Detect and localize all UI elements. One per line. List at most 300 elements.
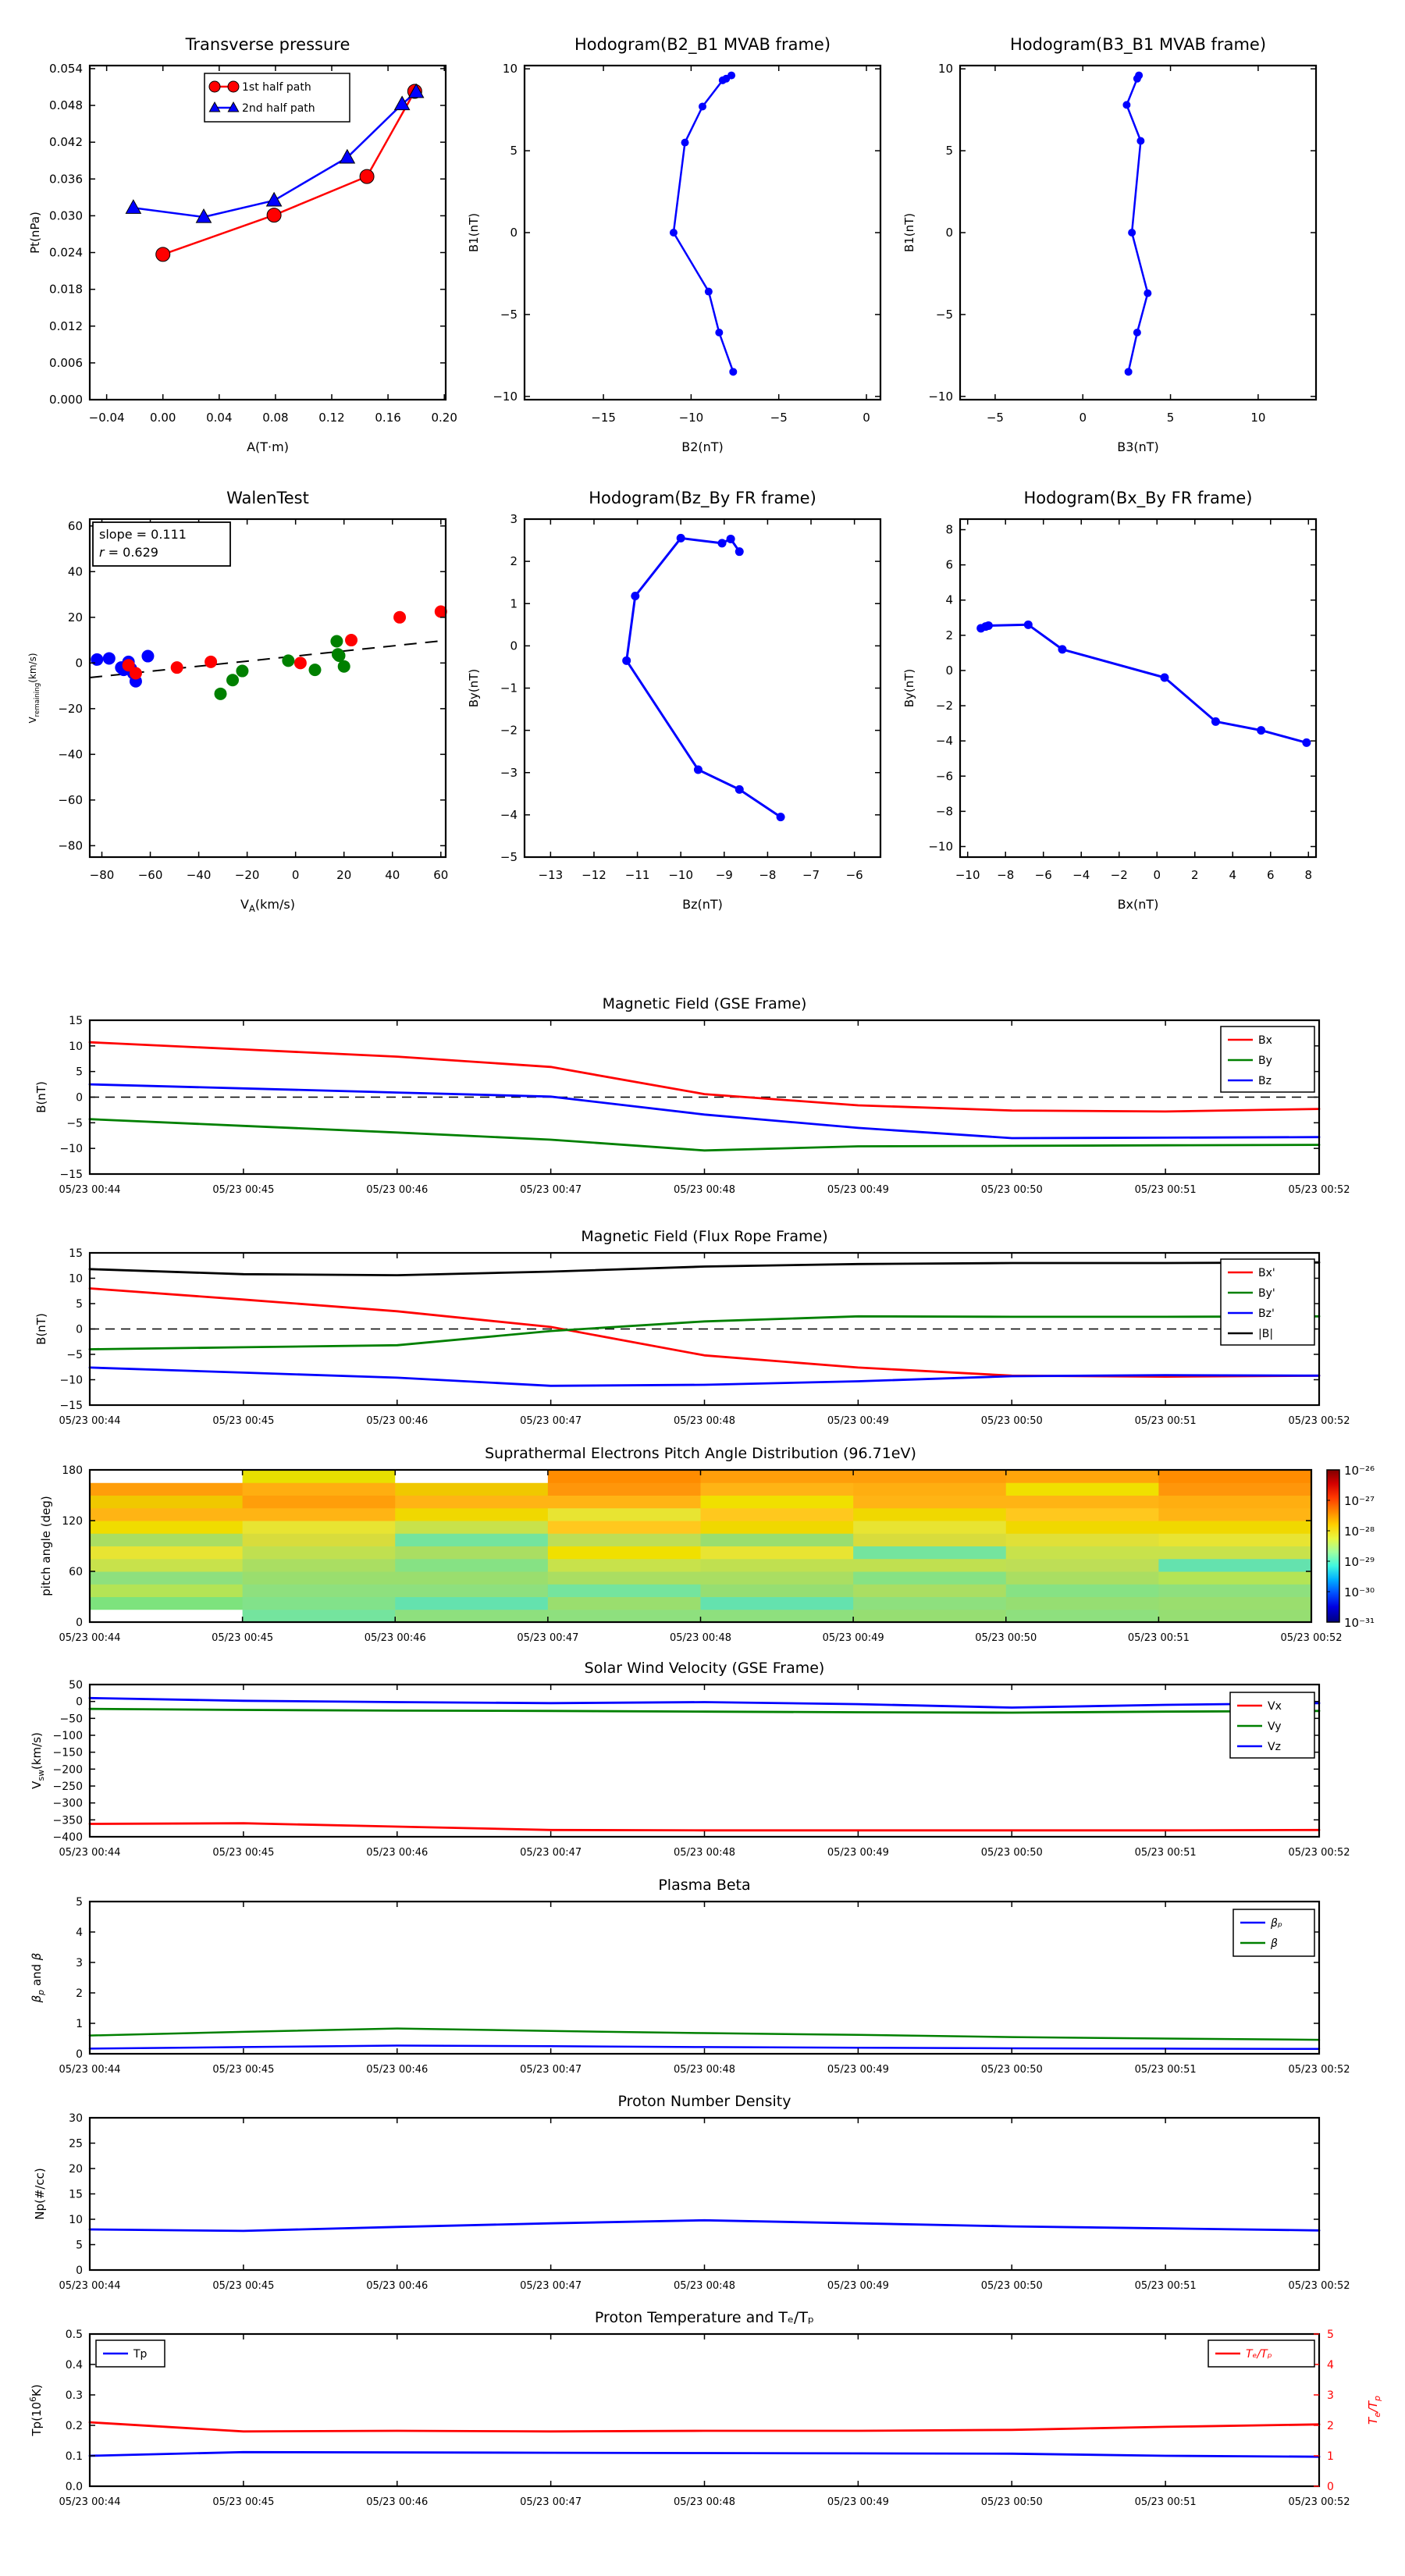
heatmap-cell <box>243 1571 396 1585</box>
x-tick-label: 05/23 00:50 <box>980 2280 1043 2292</box>
y-tick-label: 0 <box>76 1323 83 1336</box>
axes-frame <box>960 519 1316 857</box>
heatmap-cell <box>701 1508 854 1521</box>
y-tick-label: −10 <box>59 1143 83 1156</box>
dot-marker <box>330 635 343 648</box>
x-tick-label: −6 <box>845 868 863 882</box>
axes-frame <box>960 66 1316 400</box>
y-tick-label: −8 <box>935 804 953 819</box>
y-tick-label: −20 <box>58 701 83 716</box>
y-tick-label: 8 <box>945 522 953 537</box>
x-tick-label: −6 <box>1034 868 1052 882</box>
series--b--line <box>90 1262 1319 1275</box>
x-tick-label: 05/23 00:49 <box>827 2280 889 2292</box>
y-tick-label: 50 <box>69 1679 83 1692</box>
x-tick-label: 0 <box>291 868 300 882</box>
y-tick-label: −250 <box>52 1781 83 1793</box>
heatmap-cell <box>853 1496 1006 1509</box>
dot-marker <box>282 654 294 667</box>
series-tp-line <box>90 2452 1319 2457</box>
dot-marker <box>1058 645 1066 653</box>
y-tick-label: 25 <box>69 2137 83 2151</box>
heatmap-cell <box>90 1584 243 1597</box>
heatmap-cell <box>1006 1496 1159 1509</box>
heatmap-cell <box>243 1521 396 1534</box>
axes-frame <box>90 1685 1319 1837</box>
x-tick-label: 0.12 <box>318 411 345 425</box>
right-y-tick-label: 3 <box>1327 2389 1334 2402</box>
circle-marker <box>360 169 374 183</box>
dot-marker <box>1136 137 1144 145</box>
y-tick-label: 2 <box>76 1987 83 2000</box>
panel-title: Magnetic Field (Flux Rope Frame) <box>581 1228 828 1245</box>
heatmap-cell <box>1158 1521 1311 1534</box>
x-tick-label: −12 <box>582 868 606 882</box>
x-tick-label: 05/23 00:50 <box>980 1184 1043 1196</box>
x-axis-label: B3(nT) <box>1117 439 1159 454</box>
heatmap-cell <box>701 1546 854 1560</box>
y-tick-label: 0.018 <box>49 282 83 297</box>
heatmap-cell <box>1158 1571 1311 1585</box>
heatmap-cell <box>701 1470 854 1483</box>
colorbar-label: 10⁻³⁰ <box>1344 1585 1375 1599</box>
heatmap-cell <box>1158 1584 1311 1597</box>
x-tick-label: 05/23 00:52 <box>1288 1847 1350 1859</box>
heatmap-cell <box>395 1533 548 1546</box>
x-tick-label: 05/23 00:45 <box>212 1847 275 1859</box>
x-tick-label: 05/23 00:45 <box>212 2280 275 2292</box>
y-tick-label: 0.030 <box>49 208 83 223</box>
heatmap-cell <box>90 1521 243 1534</box>
panel-hodogram-b3b1 <box>902 35 1316 454</box>
y-tick-label: 5 <box>76 1066 83 1079</box>
dot-marker <box>393 611 406 624</box>
heatmap-cell <box>395 1610 548 1623</box>
y-tick-label: −3 <box>500 765 518 780</box>
y-tick-label: 0 <box>76 2265 83 2277</box>
x-tick-label: −15 <box>591 411 616 425</box>
heatmap-cell <box>1006 1559 1159 1572</box>
x-tick-label: 05/23 00:50 <box>980 2496 1043 2508</box>
heatmap-cell <box>701 1597 854 1610</box>
heatmap-cell <box>701 1521 854 1534</box>
x-tick-label: 05/23 00:52 <box>1288 1184 1350 1196</box>
legend-label: Bz' <box>1258 1308 1275 1320</box>
heatmap-cell <box>90 1559 243 1572</box>
dot-marker <box>91 653 103 666</box>
x-tick-label: 0.00 <box>150 411 176 425</box>
x-tick-label: 0.04 <box>206 411 233 425</box>
heatmap-cell <box>1006 1571 1159 1585</box>
y-tick-label: −80 <box>58 838 83 853</box>
y-axis-label: B(nT) <box>34 1313 48 1345</box>
y-axis-label: B(nT) <box>34 1081 48 1113</box>
x-tick-label: 05/23 00:44 <box>59 1184 121 1196</box>
x-tick-label: −0.04 <box>88 411 125 425</box>
y-tick-label: −350 <box>52 1814 83 1827</box>
heatmap-cell <box>1006 1546 1159 1560</box>
y-tick-label: 120 <box>62 1515 83 1528</box>
x-tick-label: 0.08 <box>262 411 289 425</box>
y-tick-label: −15 <box>59 1400 83 1412</box>
x-tick-label: 05/23 00:44 <box>59 2064 121 2076</box>
heatmap-cell <box>548 1546 701 1560</box>
x-tick-label: 05/23 00:51 <box>1134 2496 1197 2508</box>
y-tick-label: 3 <box>510 512 518 526</box>
x-tick-label: 05/23 00:47 <box>520 1415 582 1427</box>
heatmap-cell <box>395 1496 548 1509</box>
circle-marker <box>209 81 220 92</box>
y-tick-label: 60 <box>67 518 83 533</box>
y-tick-label: 15 <box>69 1247 83 1260</box>
x-tick-label: −13 <box>538 868 564 882</box>
panel-mag-fr <box>34 1228 1350 1427</box>
y-tick-label: 0 <box>76 2048 83 2061</box>
heatmap-cell <box>90 1496 243 1509</box>
x-tick-label: 8 <box>1304 868 1313 882</box>
x-tick-label: 05/23 00:47 <box>520 2280 582 2292</box>
y-tick-label: 1 <box>76 2018 83 2030</box>
x-tick-label: 05/23 00:48 <box>673 1415 736 1427</box>
triangle-marker <box>267 193 282 206</box>
heatmap-cell <box>853 1521 1006 1534</box>
panel-title: Proton Temperature and Tₑ/Tₚ <box>594 2309 815 2326</box>
panel-title: Hodogram(Bz_By FR frame) <box>589 489 816 507</box>
dot-marker <box>215 688 227 700</box>
x-tick-label: 05/23 00:45 <box>212 1184 275 1196</box>
series-beta-line <box>90 2029 1319 2041</box>
heatmap-cell <box>1006 1508 1159 1521</box>
heatmap-cell <box>243 1610 396 1623</box>
series-bz-by-line <box>627 538 781 817</box>
dot-marker <box>1125 368 1133 375</box>
heatmap-cell <box>853 1597 1006 1610</box>
x-tick-label: 05/23 00:46 <box>366 1184 429 1196</box>
heatmap-cell <box>90 1533 243 1546</box>
x-tick-label: 05/23 00:47 <box>520 1847 582 1859</box>
dot-marker <box>1122 101 1130 109</box>
x-tick-label: 05/23 00:47 <box>520 2496 582 2508</box>
legend-label: 1st half path <box>242 81 311 94</box>
circle-marker <box>267 208 281 222</box>
x-tick-label: 05/23 00:44 <box>59 1847 121 1859</box>
heatmap-cell <box>90 1610 243 1623</box>
y-tick-label: −4 <box>500 807 518 822</box>
y-tick-label: 10 <box>69 1272 83 1286</box>
heatmap-cell <box>1006 1482 1159 1496</box>
y-tick-label: 0.000 <box>49 393 83 407</box>
x-tick-label: 05/23 00:48 <box>673 2280 736 2292</box>
dot-marker <box>1302 738 1311 747</box>
x-tick-label: −2 <box>1110 868 1128 882</box>
axes-frame <box>525 519 880 857</box>
heatmap-cell <box>1006 1610 1159 1623</box>
y-tick-label: −10 <box>928 839 953 854</box>
y-axis-label: $V_{remaining}(km/s)$ <box>27 653 41 724</box>
y-axis-label: $Tp(10^6K)$ <box>28 2384 44 2436</box>
heatmap-cell <box>90 1508 243 1521</box>
x-tick-label: −10 <box>668 868 694 882</box>
series-vy-line <box>90 1709 1319 1713</box>
y-tick-label: 6 <box>945 557 953 572</box>
y-tick-label: −100 <box>52 1730 83 1742</box>
x-tick-label: 05/23 00:47 <box>517 1632 579 1644</box>
x-tick-label: 05/23 00:46 <box>366 2496 429 2508</box>
y-tick-label: 5 <box>76 1298 83 1311</box>
series-by--line <box>90 1316 1319 1349</box>
x-tick-label: 05/23 00:48 <box>673 2064 736 2076</box>
x-axis-label: B2(nT) <box>681 439 724 454</box>
y-tick-label: 0.012 <box>49 318 83 333</box>
heatmap-cell <box>90 1470 243 1483</box>
heatmap-cell <box>1006 1597 1159 1610</box>
dot-marker <box>1144 290 1151 297</box>
x-tick-label: 05/23 00:46 <box>366 1415 429 1427</box>
y-tick-label: 0.3 <box>65 2389 83 2402</box>
heatmap-cell <box>701 1496 854 1509</box>
dot-marker <box>171 661 183 674</box>
heatmap-cell <box>701 1610 854 1623</box>
heatmap-cell <box>90 1546 243 1560</box>
x-tick-label: 05/23 00:52 <box>1288 2064 1350 2076</box>
heatmap-cell <box>243 1546 396 1560</box>
x-tick-label: −5 <box>770 411 788 425</box>
y-tick-label: −15 <box>59 1169 83 1181</box>
heatmap-cell <box>548 1571 701 1585</box>
x-tick-label: 4 <box>1229 868 1237 882</box>
y-tick-label: 0 <box>76 1617 83 1629</box>
x-tick-label: −80 <box>89 868 115 882</box>
series-np-line <box>90 2220 1319 2231</box>
x-tick-label: 05/23 00:51 <box>1134 1184 1197 1196</box>
panel-title: Hodogram(B3_B1 MVAB frame) <box>1009 35 1267 54</box>
y-tick-label: 0.048 <box>49 98 83 113</box>
dot-marker <box>308 664 321 676</box>
y-tick-label: −50 <box>59 1713 83 1726</box>
heatmap-cell <box>243 1482 396 1496</box>
heatmap-cell <box>701 1482 854 1496</box>
dot-marker <box>1135 72 1143 80</box>
panel-vsw <box>30 1660 1350 1859</box>
x-tick-label: 10 <box>1250 411 1266 425</box>
y-tick-label: 15 <box>69 2188 83 2201</box>
dot-marker <box>333 649 346 662</box>
heatmap-cell <box>395 1584 548 1597</box>
y-axis-label: pitch angle (deg) <box>39 1496 53 1596</box>
y-axis-label: Np(#/cc) <box>33 2168 47 2220</box>
panel-hodogram-bxby <box>902 489 1316 912</box>
heatmap-cell <box>90 1482 243 1496</box>
y-tick-label: 5 <box>945 144 953 158</box>
x-tick-label: 05/23 00:48 <box>673 1184 736 1196</box>
y-tick-label: 0.1 <box>65 2450 83 2463</box>
x-tick-label: 05/23 00:51 <box>1134 2280 1197 2292</box>
x-tick-label: 05/23 00:50 <box>975 1632 1037 1644</box>
y-tick-label: 30 <box>69 2112 83 2125</box>
dot-marker <box>631 592 639 600</box>
x-tick-label: −10 <box>955 868 980 882</box>
x-tick-label: −9 <box>715 868 733 882</box>
y-tick-label: 0 <box>76 1091 83 1105</box>
y-tick-label: 0.036 <box>49 172 83 187</box>
series-by-line <box>90 1119 1319 1151</box>
dot-marker <box>984 621 993 630</box>
x-tick-label: −8 <box>997 868 1015 882</box>
dot-marker <box>141 650 154 663</box>
x-tick-label: 05/23 00:52 <box>1280 1632 1343 1644</box>
heatmap-cell <box>548 1508 701 1521</box>
x-tick-label: 05/23 00:51 <box>1134 1415 1197 1427</box>
heatmap-cell <box>1006 1470 1159 1483</box>
x-tick-label: 05/23 00:51 <box>1134 2064 1197 2076</box>
y-tick-label: 40 <box>67 564 83 579</box>
heatmap-cell <box>548 1496 701 1509</box>
legend-label: Bz <box>1258 1075 1272 1087</box>
colorbar-label: 10⁻²⁶ <box>1344 1464 1375 1478</box>
y-axis-label: By(nT) <box>902 668 916 708</box>
x-tick-label: −4 <box>1072 868 1090 882</box>
heatmap-cell <box>853 1482 1006 1496</box>
x-tick-label: 05/23 00:48 <box>669 1632 732 1644</box>
x-tick-label: 05/23 00:49 <box>827 1415 889 1427</box>
heatmap-cell <box>395 1559 548 1572</box>
y-tick-label: 0 <box>510 639 518 653</box>
x-tick-label: 05/23 00:49 <box>827 2496 889 2508</box>
panel-hodogram-bzby <box>467 489 880 912</box>
heatmap-cell <box>243 1496 396 1509</box>
dot-marker <box>236 665 248 678</box>
legend-label: Vy <box>1268 1720 1282 1733</box>
y-tick-label: −1 <box>500 681 518 696</box>
x-tick-label: 05/23 00:51 <box>1127 1632 1190 1644</box>
dot-marker <box>1024 621 1033 629</box>
y-tick-label: 0.024 <box>49 245 83 260</box>
y-axis-label: $V_{sw}(km/s)$ <box>30 1732 46 1789</box>
dot-marker <box>729 368 737 375</box>
triangle-marker <box>126 200 140 213</box>
dot-marker <box>1211 717 1220 726</box>
heatmap-cell <box>243 1508 396 1521</box>
axes-frame <box>90 2118 1319 2270</box>
panel-title: Plasma Beta <box>658 1877 751 1894</box>
x-tick-label: 05/23 00:49 <box>827 1184 889 1196</box>
heatmap-cell <box>1158 1610 1311 1623</box>
y-tick-label: 10 <box>502 62 518 76</box>
heatmap-cell <box>395 1521 548 1534</box>
axes-frame <box>90 519 446 857</box>
right-y-tick-label: 1 <box>1327 2450 1334 2463</box>
x-tick-label: 05/23 00:50 <box>980 1415 1043 1427</box>
heatmap-cell <box>548 1610 701 1623</box>
panel-title: Transverse pressure <box>185 35 350 54</box>
x-tick-label: 05/23 00:46 <box>366 2064 429 2076</box>
x-tick-label: 05/23 00:49 <box>827 2064 889 2076</box>
heatmap-cell <box>1158 1496 1311 1509</box>
right-y-tick-label: 0 <box>1327 2481 1334 2493</box>
x-tick-label: 05/23 00:46 <box>366 2280 429 2292</box>
dot-marker <box>699 102 706 110</box>
panel-plasma-beta <box>30 1877 1350 2076</box>
x-tick-label: 05/23 00:49 <box>822 1632 884 1644</box>
annotation-line: slope = 0.111 <box>99 527 187 542</box>
legend-label: |B| <box>1258 1328 1274 1340</box>
y-tick-label: 10 <box>69 1040 83 1053</box>
panel-walen-test <box>27 489 448 914</box>
x-axis-label: A(T·m) <box>247 439 289 454</box>
heatmap-cell <box>243 1597 396 1610</box>
heatmap-cell <box>548 1533 701 1546</box>
y-tick-label: −5 <box>66 1117 83 1130</box>
x-tick-label: 05/23 00:45 <box>212 2496 275 2508</box>
heatmap-cell <box>243 1470 396 1483</box>
panel-title: Hodogram(Bx_By FR frame) <box>1023 489 1253 507</box>
y-tick-label: −10 <box>493 389 518 404</box>
y-tick-label: −5 <box>500 850 518 864</box>
heatmap-cell <box>1006 1521 1159 1534</box>
x-tick-label: 0.20 <box>431 411 457 425</box>
legend-label: By <box>1258 1055 1272 1067</box>
colorbar <box>1327 1470 1339 1622</box>
y-tick-label: 15 <box>69 1015 83 1027</box>
series-bx-line <box>90 1042 1319 1112</box>
legend-label: Bx' <box>1258 1267 1275 1279</box>
x-tick-label: 20 <box>336 868 352 882</box>
y-tick-label: −60 <box>58 792 83 807</box>
heatmap-cell <box>853 1470 1006 1483</box>
y-axis-label: B1(nT) <box>902 212 916 253</box>
y-tick-label: 0.2 <box>65 2420 83 2432</box>
panel-electron-pad <box>39 1445 1375 1644</box>
y-tick-label: −2 <box>935 699 953 713</box>
heatmap-cell <box>701 1584 854 1597</box>
y-tick-label: 0 <box>75 656 83 671</box>
dot-marker <box>777 813 785 821</box>
x-tick-label: 05/23 00:44 <box>59 2280 121 2292</box>
heatmap-cell <box>395 1470 548 1483</box>
colorbar-label: 10⁻²⁸ <box>1344 1525 1375 1539</box>
heatmap-cell <box>243 1559 396 1572</box>
y-axis-label: B1(nT) <box>467 212 481 253</box>
panel-title: WalenTest <box>226 489 309 507</box>
panel-transverse-pressure <box>28 35 457 454</box>
dot-marker <box>735 547 744 556</box>
y-tick-label: 4 <box>945 592 953 607</box>
y-tick-label: 180 <box>62 1464 83 1477</box>
circle-marker <box>156 247 170 262</box>
legend-label: Vx <box>1268 1700 1282 1713</box>
y-tick-label: 0.006 <box>49 355 83 370</box>
axes-frame <box>525 66 880 400</box>
dot-marker <box>1133 329 1141 336</box>
y-tick-label: 3 <box>76 1957 83 1969</box>
legend-label: Tp <box>133 2348 148 2361</box>
x-tick-label: 05/23 00:46 <box>366 1847 429 1859</box>
panel-hodogram-b2b1 <box>467 35 880 454</box>
y-tick-label: −5 <box>935 307 953 322</box>
legend-label: 2nd half path <box>242 102 315 115</box>
x-tick-label: 05/23 00:45 <box>212 1632 274 1644</box>
heatmap-cell <box>853 1571 1006 1585</box>
x-tick-label: 05/23 00:49 <box>827 1847 889 1859</box>
heatmap-cell <box>90 1597 243 1610</box>
circle-marker <box>228 81 239 92</box>
y-tick-label: 1 <box>510 596 518 611</box>
x-tick-label: −10 <box>678 411 704 425</box>
x-tick-label: 40 <box>385 868 400 882</box>
series-b3-b1-line <box>1126 76 1147 372</box>
right-y-axis-label: $T_e/T_p$ <box>1366 2396 1382 2425</box>
y-tick-label: 2 <box>945 628 953 642</box>
